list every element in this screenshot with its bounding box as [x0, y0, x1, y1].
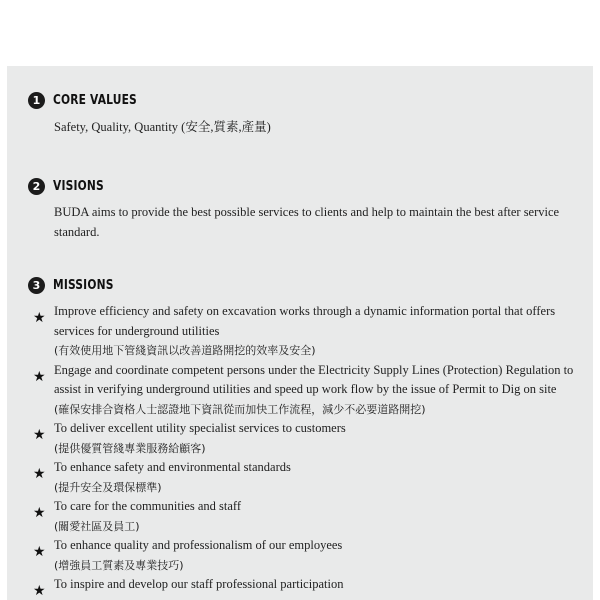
visions-text: BUDA aims to provide the best possible services to clients and help to maintain the best after service standard. [54, 205, 560, 239]
mission-text-chinese: (提供優質管綫專業服務給顧客) [54, 441, 206, 455]
list-item [30, 497, 590, 536]
number-badge: 1 [28, 92, 45, 109]
section-core-values-header [28, 90, 148, 110]
list-item [30, 419, 590, 458]
core-values-text: Safety, Quality, Quantity (安全,質素,產量) [54, 120, 271, 134]
mission-text: To enhance quality and professionalism of our employees [54, 538, 343, 552]
section-title: VISIONS [53, 178, 104, 194]
mission-text-chinese: (關愛社區及員工) [54, 519, 140, 533]
mission-text-chinese: (提升安全及環保標準) [54, 480, 162, 494]
mission-text-chinese: (確保安排合資格人士認證地下資訊從而加快工作流程，減少不必要道路開挖) [54, 402, 426, 416]
star-icon: ★ [33, 505, 46, 521]
mission-text: To enhance safety and environmental standards [54, 460, 291, 474]
mission-text-chinese: (有效使用地下管綫資訊以改善道路開挖的效率及安全) [54, 344, 316, 357]
mission-text: To deliver excellent utility specialist services to customers [54, 421, 346, 435]
section-title: MISSIONS [53, 277, 114, 293]
star-icon: ★ [33, 544, 46, 560]
section-visions-header [28, 176, 111, 196]
section-missions-header [28, 275, 122, 295]
list-item [30, 458, 590, 497]
section-title: CORE VALUES [53, 92, 137, 108]
mission-text: Engage and coordinate competent persons under the Electricity Supply Lines (Protection) Regulation to assist in verifying underground utilities and speed up work flow by the issue of Permit to Dig on site [54, 362, 574, 396]
list-item [30, 575, 590, 599]
list-item [30, 361, 590, 420]
missions-list [30, 302, 590, 599]
star-icon: ★ [33, 427, 46, 443]
star-icon: ★ [33, 310, 46, 326]
mission-text: To care for the communities and staff [54, 499, 242, 513]
mission-text: Improve efficiency and safety on excavation works through a dynamic information portal that offers services for underground utilities [54, 304, 556, 338]
mission-text: To inspire and develop our staff professional participation [54, 577, 344, 591]
star-icon: ★ [33, 368, 46, 385]
mission-text-chinese: (增強員工質素及專業技巧) [54, 558, 184, 572]
star-icon: ★ [33, 466, 46, 482]
star-icon: ★ [33, 583, 46, 599]
list-item [30, 302, 590, 361]
number-badge: 2 [28, 178, 45, 195]
number-badge: 3 [28, 277, 45, 294]
list-item [30, 536, 590, 575]
